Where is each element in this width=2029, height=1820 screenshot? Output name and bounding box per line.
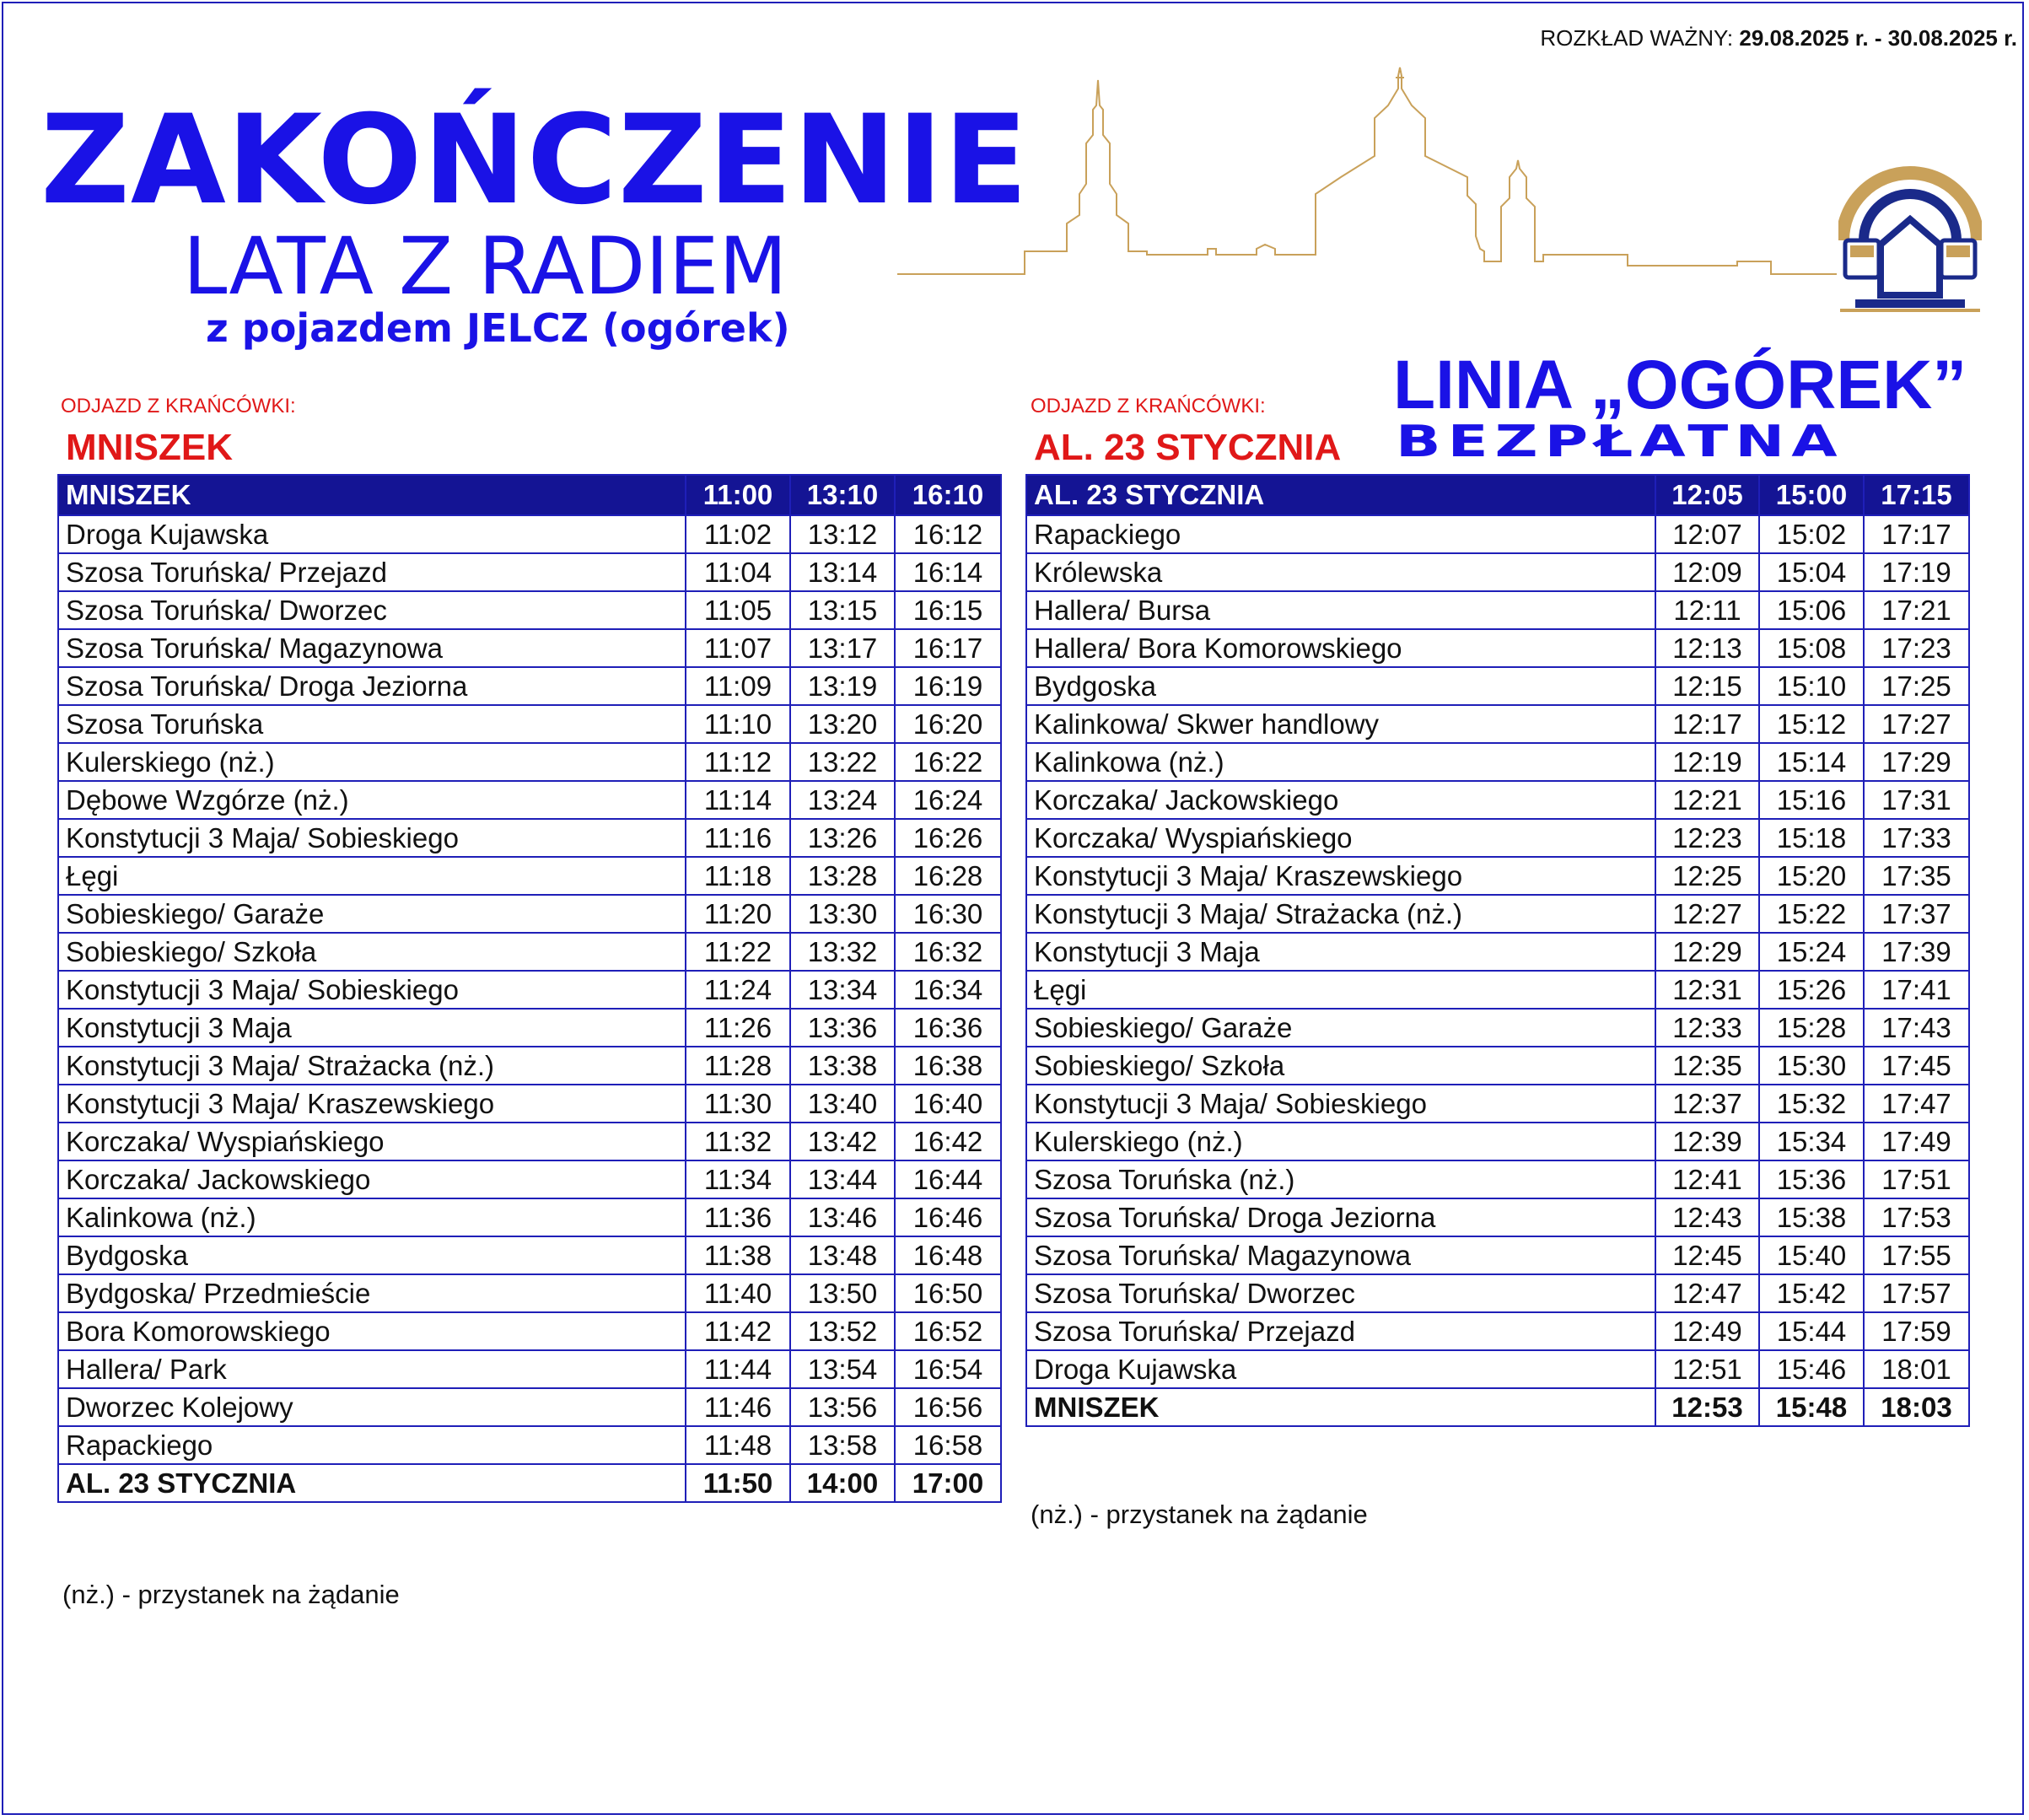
departure-time: 13:20 bbox=[790, 705, 895, 743]
departure-time: 13:50 bbox=[790, 1274, 895, 1312]
departure-time: 17:27 bbox=[1864, 705, 1969, 743]
stop-name: Korczaka/ Wyspiańskiego bbox=[58, 1123, 686, 1160]
departure-time: 16:56 bbox=[895, 1388, 1001, 1426]
departure-time: 12:53 bbox=[1655, 1388, 1759, 1426]
departure-time: 13:58 bbox=[790, 1426, 895, 1464]
departure-time: 11:02 bbox=[686, 515, 790, 553]
stop-name: Konstytucji 3 Maja/ Sobieskiego bbox=[58, 819, 686, 857]
stop-name: Konstytucji 3 Maja/ Kraszewskiego bbox=[1026, 857, 1655, 895]
departure-time: 12:09 bbox=[1655, 553, 1759, 591]
stop-name: Droga Kujawska bbox=[58, 515, 686, 553]
departure-time: 16:34 bbox=[895, 971, 1001, 1009]
stop-name: MNISZEK bbox=[1026, 1388, 1655, 1426]
departure-time: 15:26 bbox=[1759, 971, 1864, 1009]
timetable-left-body bbox=[58, 515, 1001, 1502]
page-title: ZAKOŃCZENIE bbox=[40, 89, 1029, 232]
table-row bbox=[58, 1464, 1001, 1502]
table-row bbox=[1026, 629, 1969, 667]
table-row bbox=[1026, 1236, 1969, 1274]
stop-name: Dworzec Kolejowy bbox=[58, 1388, 686, 1426]
departure-time: 11:36 bbox=[686, 1198, 790, 1236]
table-row bbox=[58, 1274, 1001, 1312]
departure-time: 11:14 bbox=[686, 781, 790, 819]
stop-name: Szosa Toruńska (nż.) bbox=[1026, 1160, 1655, 1198]
departure-time: 17:41 bbox=[1864, 971, 1969, 1009]
departure-time: 13:32 bbox=[790, 933, 895, 971]
right-departure-stop: AL. 23 STYCZNIA bbox=[1034, 427, 1342, 468]
departure-time: 17:57 bbox=[1864, 1274, 1969, 1312]
departure-time: 12:35 bbox=[1655, 1047, 1759, 1085]
table-row bbox=[58, 1236, 1001, 1274]
departure-time: 12:31 bbox=[1655, 971, 1759, 1009]
departure-time: 15:22 bbox=[1759, 895, 1864, 933]
table-row bbox=[1026, 1274, 1969, 1312]
stop-name: Sobieskiego/ Garaże bbox=[58, 895, 686, 933]
departure-time: 11:50 bbox=[686, 1464, 790, 1502]
stop-name: Sobieskiego/ Garaże bbox=[1026, 1009, 1655, 1047]
departure-time: 15:42 bbox=[1759, 1274, 1864, 1312]
departure-time: 13:22 bbox=[790, 743, 895, 781]
departure-time: 11:20 bbox=[686, 895, 790, 933]
departure-time: 17:37 bbox=[1864, 895, 1969, 933]
departure-time: 15:46 bbox=[1759, 1350, 1864, 1388]
departure-time: 17:53 bbox=[1864, 1198, 1969, 1236]
stop-name: Szosa Toruńska/ Dworzec bbox=[58, 591, 686, 629]
stop-name: Korczaka/ Wyspiańskiego bbox=[1026, 819, 1655, 857]
validity-dates: 29.08.2025 r. - 30.08.2025 r. bbox=[1739, 25, 2017, 51]
departure-time: 11:38 bbox=[686, 1236, 790, 1274]
departure-time: 11:10 bbox=[686, 705, 790, 743]
timetable-right bbox=[1025, 474, 1970, 1427]
stop-name: Konstytucji 3 Maja/ Strażacka (nż.) bbox=[1026, 895, 1655, 933]
stop-name: Szosa Toruńska/ Dworzec bbox=[1026, 1274, 1655, 1312]
stop-name: Łęgi bbox=[1026, 971, 1655, 1009]
table-row bbox=[58, 1312, 1001, 1350]
table-row bbox=[58, 705, 1001, 743]
departure-time: 16:36 bbox=[895, 1009, 1001, 1047]
departure-time: 15:20 bbox=[1759, 857, 1864, 895]
header-time: 17:15 bbox=[1864, 475, 1969, 515]
table-row bbox=[58, 1047, 1001, 1085]
timetable-left bbox=[57, 474, 1002, 1503]
stop-name: Konstytucji 3 Maja bbox=[58, 1009, 686, 1047]
left-request-stop-note: (nż.) - przystanek na żądanie bbox=[62, 1580, 400, 1609]
departure-time: 15:12 bbox=[1759, 705, 1864, 743]
departure-time: 18:03 bbox=[1864, 1388, 1969, 1426]
table-row bbox=[58, 553, 1001, 591]
stop-name: Sobieskiego/ Szkoła bbox=[1026, 1047, 1655, 1085]
departure-time: 15:48 bbox=[1759, 1388, 1864, 1426]
departure-time: 11:26 bbox=[686, 1009, 790, 1047]
departure-time: 15:18 bbox=[1759, 819, 1864, 857]
stop-name: Szosa Toruńska/ Droga Jeziorna bbox=[58, 667, 686, 705]
departure-time: 12:39 bbox=[1655, 1123, 1759, 1160]
departure-time: 13:15 bbox=[790, 591, 895, 629]
header-stop: MNISZEK bbox=[58, 475, 686, 515]
stop-name: Łęgi bbox=[58, 857, 686, 895]
departure-time: 12:21 bbox=[1655, 781, 1759, 819]
table-row bbox=[1026, 1047, 1969, 1085]
stop-name: Kulerskiego (nż.) bbox=[1026, 1123, 1655, 1160]
stop-name: Konstytucji 3 Maja bbox=[1026, 933, 1655, 971]
departure-time: 12:41 bbox=[1655, 1160, 1759, 1198]
table-row bbox=[1026, 1198, 1969, 1236]
departure-time: 13:52 bbox=[790, 1312, 895, 1350]
departure-time: 16:24 bbox=[895, 781, 1001, 819]
stop-name: Rapackiego bbox=[1026, 515, 1655, 553]
stop-name: Kalinkowa (nż.) bbox=[1026, 743, 1655, 781]
departure-time: 17:55 bbox=[1864, 1236, 1969, 1274]
departure-time: 17:43 bbox=[1864, 1009, 1969, 1047]
departure-time: 15:36 bbox=[1759, 1160, 1864, 1198]
departure-time: 13:19 bbox=[790, 667, 895, 705]
stop-name: Droga Kujawska bbox=[1026, 1350, 1655, 1388]
departure-time: 15:08 bbox=[1759, 629, 1864, 667]
departure-time: 17:45 bbox=[1864, 1047, 1969, 1085]
departure-time: 11:32 bbox=[686, 1123, 790, 1160]
departure-time: 12:45 bbox=[1655, 1236, 1759, 1274]
departure-time: 12:43 bbox=[1655, 1198, 1759, 1236]
header-time: 15:00 bbox=[1759, 475, 1864, 515]
stop-name: AL. 23 STYCZNIA bbox=[58, 1464, 686, 1502]
table-row bbox=[58, 1388, 1001, 1426]
departure-time: 16:40 bbox=[895, 1085, 1001, 1123]
table-row bbox=[1026, 743, 1969, 781]
table-header-row bbox=[1026, 475, 1969, 515]
stop-name: Szosa Toruńska bbox=[58, 705, 686, 743]
header-time: 13:10 bbox=[790, 475, 895, 515]
departure-time: 17:17 bbox=[1864, 515, 1969, 553]
departure-time: 16:44 bbox=[895, 1160, 1001, 1198]
departure-time: 17:29 bbox=[1864, 743, 1969, 781]
departure-time: 13:17 bbox=[790, 629, 895, 667]
departure-time: 13:46 bbox=[790, 1198, 895, 1236]
table-row bbox=[58, 1198, 1001, 1236]
table-row bbox=[1026, 971, 1969, 1009]
table-row bbox=[1026, 933, 1969, 971]
stop-name: Szosa Toruńska/ Droga Jeziorna bbox=[1026, 1198, 1655, 1236]
city-bus-logo bbox=[1838, 160, 1982, 312]
table-row bbox=[1026, 705, 1969, 743]
header-time: 12:05 bbox=[1655, 475, 1759, 515]
departure-time: 13:38 bbox=[790, 1047, 895, 1085]
departure-time: 15:24 bbox=[1759, 933, 1864, 971]
departure-time: 15:14 bbox=[1759, 743, 1864, 781]
departure-time: 17:47 bbox=[1864, 1085, 1969, 1123]
table-row bbox=[58, 1009, 1001, 1047]
table-row bbox=[58, 667, 1001, 705]
departure-time: 15:06 bbox=[1759, 591, 1864, 629]
stop-name: Dębowe Wzgórze (nż.) bbox=[58, 781, 686, 819]
departure-time: 16:30 bbox=[895, 895, 1001, 933]
departure-time: 16:14 bbox=[895, 553, 1001, 591]
stop-name: Sobieskiego/ Szkoła bbox=[58, 933, 686, 971]
departure-time: 15:40 bbox=[1759, 1236, 1864, 1274]
departure-time: 14:00 bbox=[790, 1464, 895, 1502]
departure-time: 15:02 bbox=[1759, 515, 1864, 553]
departure-time: 12:19 bbox=[1655, 743, 1759, 781]
event-subtitle: LATA Z RADIEM bbox=[183, 221, 788, 313]
table-row bbox=[1026, 1350, 1969, 1388]
stop-name: Bydgoska/ Przedmieście bbox=[58, 1274, 686, 1312]
table-row bbox=[1026, 1009, 1969, 1047]
departure-time: 13:54 bbox=[790, 1350, 895, 1388]
departure-time: 16:48 bbox=[895, 1236, 1001, 1274]
stop-name: Hallera/ Bursa bbox=[1026, 591, 1655, 629]
header-time: 11:00 bbox=[686, 475, 790, 515]
departure-time: 18:01 bbox=[1864, 1350, 1969, 1388]
table-row bbox=[58, 819, 1001, 857]
timetable-right-body bbox=[1026, 515, 1969, 1426]
departure-time: 16:17 bbox=[895, 629, 1001, 667]
departure-time: 13:44 bbox=[790, 1160, 895, 1198]
stop-name: Konstytucji 3 Maja/ Kraszewskiego bbox=[58, 1085, 686, 1123]
table-row bbox=[1026, 1312, 1969, 1350]
departure-time: 16:38 bbox=[895, 1047, 1001, 1085]
stop-name: Szosa Toruńska/ Przejazd bbox=[58, 553, 686, 591]
departure-time: 17:35 bbox=[1864, 857, 1969, 895]
departure-time: 13:26 bbox=[790, 819, 895, 857]
departure-time: 17:21 bbox=[1864, 591, 1969, 629]
table-row bbox=[58, 1160, 1001, 1198]
table-header-row bbox=[58, 475, 1001, 515]
table-row bbox=[58, 743, 1001, 781]
departure-time: 16:12 bbox=[895, 515, 1001, 553]
departure-time: 17:59 bbox=[1864, 1312, 1969, 1350]
stop-name: Kalinkowa (nż.) bbox=[58, 1198, 686, 1236]
departure-time: 12:33 bbox=[1655, 1009, 1759, 1047]
table-row bbox=[1026, 857, 1969, 895]
stop-name: Korczaka/ Jackowskiego bbox=[58, 1160, 686, 1198]
table-row bbox=[1026, 1388, 1969, 1426]
table-row bbox=[58, 895, 1001, 933]
departure-time: 11:44 bbox=[686, 1350, 790, 1388]
departure-time: 12:11 bbox=[1655, 591, 1759, 629]
stop-name: Królewska bbox=[1026, 553, 1655, 591]
departure-time: 17:23 bbox=[1864, 629, 1969, 667]
stop-name: Konstytucji 3 Maja/ Strażacka (nż.) bbox=[58, 1047, 686, 1085]
table-row bbox=[1026, 553, 1969, 591]
departure-time: 16:32 bbox=[895, 933, 1001, 971]
departure-time: 17:19 bbox=[1864, 553, 1969, 591]
departure-time: 11:30 bbox=[686, 1085, 790, 1123]
validity-label: ROZKŁAD WAŻNY: bbox=[1540, 25, 1740, 51]
departure-time: 12:13 bbox=[1655, 629, 1759, 667]
town-skyline-illustration bbox=[894, 59, 1838, 329]
departure-time: 16:26 bbox=[895, 819, 1001, 857]
departure-time: 17:39 bbox=[1864, 933, 1969, 971]
departure-time: 12:37 bbox=[1655, 1085, 1759, 1123]
departure-time: 13:42 bbox=[790, 1123, 895, 1160]
departure-time: 17:25 bbox=[1864, 667, 1969, 705]
departure-time: 13:36 bbox=[790, 1009, 895, 1047]
table-row bbox=[58, 971, 1001, 1009]
table-row bbox=[58, 629, 1001, 667]
departure-time: 13:24 bbox=[790, 781, 895, 819]
stop-name: Kalinkowa/ Skwer handlowy bbox=[1026, 705, 1655, 743]
table-row bbox=[1026, 1085, 1969, 1123]
stop-name: Korczaka/ Jackowskiego bbox=[1026, 781, 1655, 819]
departure-time: 17:33 bbox=[1864, 819, 1969, 857]
departure-time: 11:12 bbox=[686, 743, 790, 781]
table-row bbox=[58, 1350, 1001, 1388]
table-row bbox=[58, 1123, 1001, 1160]
table-row bbox=[58, 1085, 1001, 1123]
departure-time: 12:07 bbox=[1655, 515, 1759, 553]
departure-time: 15:10 bbox=[1759, 667, 1864, 705]
departure-time: 11:34 bbox=[686, 1160, 790, 1198]
table-row bbox=[58, 591, 1001, 629]
departure-time: 15:34 bbox=[1759, 1123, 1864, 1160]
departure-time: 15:04 bbox=[1759, 553, 1864, 591]
departure-time: 17:51 bbox=[1864, 1160, 1969, 1198]
header-time: 16:10 bbox=[895, 475, 1001, 515]
table-row bbox=[58, 1426, 1001, 1464]
departure-time: 13:28 bbox=[790, 857, 895, 895]
left-departure-label: ODJAZD Z KRAŃCÓWKI: bbox=[61, 395, 296, 417]
departure-time: 12:15 bbox=[1655, 667, 1759, 705]
departure-time: 16:28 bbox=[895, 857, 1001, 895]
validity-period bbox=[1540, 25, 2017, 51]
departure-time: 16:58 bbox=[895, 1426, 1001, 1464]
departure-time: 16:54 bbox=[895, 1350, 1001, 1388]
line-name: LINIA „OGÓREK” bbox=[1393, 347, 1967, 423]
departure-time: 11:24 bbox=[686, 971, 790, 1009]
departure-time: 16:15 bbox=[895, 591, 1001, 629]
vehicle-info: z pojazdem JELCZ (ogórek) bbox=[206, 305, 790, 351]
table-row bbox=[1026, 895, 1969, 933]
departure-time: 17:49 bbox=[1864, 1123, 1969, 1160]
table-row bbox=[1026, 819, 1969, 857]
table-row bbox=[1026, 667, 1969, 705]
departure-time: 12:29 bbox=[1655, 933, 1759, 971]
departure-time: 16:52 bbox=[895, 1312, 1001, 1350]
departure-time: 16:50 bbox=[895, 1274, 1001, 1312]
departure-time: 17:31 bbox=[1864, 781, 1969, 819]
departure-time: 15:38 bbox=[1759, 1198, 1864, 1236]
departure-time: 11:48 bbox=[686, 1426, 790, 1464]
departure-time: 11:05 bbox=[686, 591, 790, 629]
table-row bbox=[1026, 591, 1969, 629]
right-request-stop-note: (nż.) - przystanek na żądanie bbox=[1031, 1500, 1368, 1529]
stop-name: Hallera/ Park bbox=[58, 1350, 686, 1388]
departure-time: 16:46 bbox=[895, 1198, 1001, 1236]
departure-time: 13:30 bbox=[790, 895, 895, 933]
departure-time: 12:49 bbox=[1655, 1312, 1759, 1350]
departure-time: 11:16 bbox=[686, 819, 790, 857]
departure-time: 16:42 bbox=[895, 1123, 1001, 1160]
departure-time: 11:07 bbox=[686, 629, 790, 667]
departure-time: 13:40 bbox=[790, 1085, 895, 1123]
stop-name: Szosa Toruńska/ Magazynowa bbox=[58, 629, 686, 667]
departure-time: 13:14 bbox=[790, 553, 895, 591]
departure-time: 12:23 bbox=[1655, 819, 1759, 857]
departure-time: 16:22 bbox=[895, 743, 1001, 781]
table-row bbox=[1026, 1123, 1969, 1160]
departure-time: 12:51 bbox=[1655, 1350, 1759, 1388]
departure-time: 15:32 bbox=[1759, 1085, 1864, 1123]
departure-time: 15:30 bbox=[1759, 1047, 1864, 1085]
departure-time: 16:19 bbox=[895, 667, 1001, 705]
stop-name: Konstytucji 3 Maja/ Sobieskiego bbox=[58, 971, 686, 1009]
table-row bbox=[58, 781, 1001, 819]
departure-time: 13:34 bbox=[790, 971, 895, 1009]
departure-time: 15:44 bbox=[1759, 1312, 1864, 1350]
departure-time: 15:16 bbox=[1759, 781, 1864, 819]
departure-time: 13:12 bbox=[790, 515, 895, 553]
departure-time: 11:04 bbox=[686, 553, 790, 591]
table-row bbox=[1026, 1160, 1969, 1198]
table-row bbox=[1026, 515, 1969, 553]
stop-name: Rapackiego bbox=[58, 1426, 686, 1464]
left-departure-stop: MNISZEK bbox=[66, 427, 233, 468]
right-departure-label: ODJAZD Z KRAŃCÓWKI: bbox=[1031, 395, 1266, 417]
departure-time: 11:09 bbox=[686, 667, 790, 705]
departure-time: 13:56 bbox=[790, 1388, 895, 1426]
stop-name: Bydgoska bbox=[1026, 667, 1655, 705]
stop-name: Szosa Toruńska/ Magazynowa bbox=[1026, 1236, 1655, 1274]
stop-name: Bydgoska bbox=[58, 1236, 686, 1274]
table-row bbox=[58, 515, 1001, 553]
line-free-label: BEZPŁATNA bbox=[1396, 417, 1844, 467]
table-row bbox=[1026, 781, 1969, 819]
departure-time: 12:17 bbox=[1655, 705, 1759, 743]
stop-name: Bora Komorowskiego bbox=[58, 1312, 686, 1350]
departure-time: 13:48 bbox=[790, 1236, 895, 1274]
departure-time: 11:28 bbox=[686, 1047, 790, 1085]
departure-time: 15:28 bbox=[1759, 1009, 1864, 1047]
stop-name: Kulerskiego (nż.) bbox=[58, 743, 686, 781]
departure-time: 12:27 bbox=[1655, 895, 1759, 933]
header-stop: AL. 23 STYCZNIA bbox=[1026, 475, 1655, 515]
table-row bbox=[58, 933, 1001, 971]
departure-time: 11:46 bbox=[686, 1388, 790, 1426]
departure-time: 11:42 bbox=[686, 1312, 790, 1350]
stop-name: Szosa Toruńska/ Przejazd bbox=[1026, 1312, 1655, 1350]
departure-time: 12:47 bbox=[1655, 1274, 1759, 1312]
stop-name: Hallera/ Bora Komorowskiego bbox=[1026, 629, 1655, 667]
stop-name: Konstytucji 3 Maja/ Sobieskiego bbox=[1026, 1085, 1655, 1123]
departure-time: 11:22 bbox=[686, 933, 790, 971]
departure-time: 16:20 bbox=[895, 705, 1001, 743]
departure-time: 12:25 bbox=[1655, 857, 1759, 895]
departure-time: 17:00 bbox=[895, 1464, 1001, 1502]
table-row bbox=[58, 857, 1001, 895]
departure-time: 11:18 bbox=[686, 857, 790, 895]
departure-time: 11:40 bbox=[686, 1274, 790, 1312]
